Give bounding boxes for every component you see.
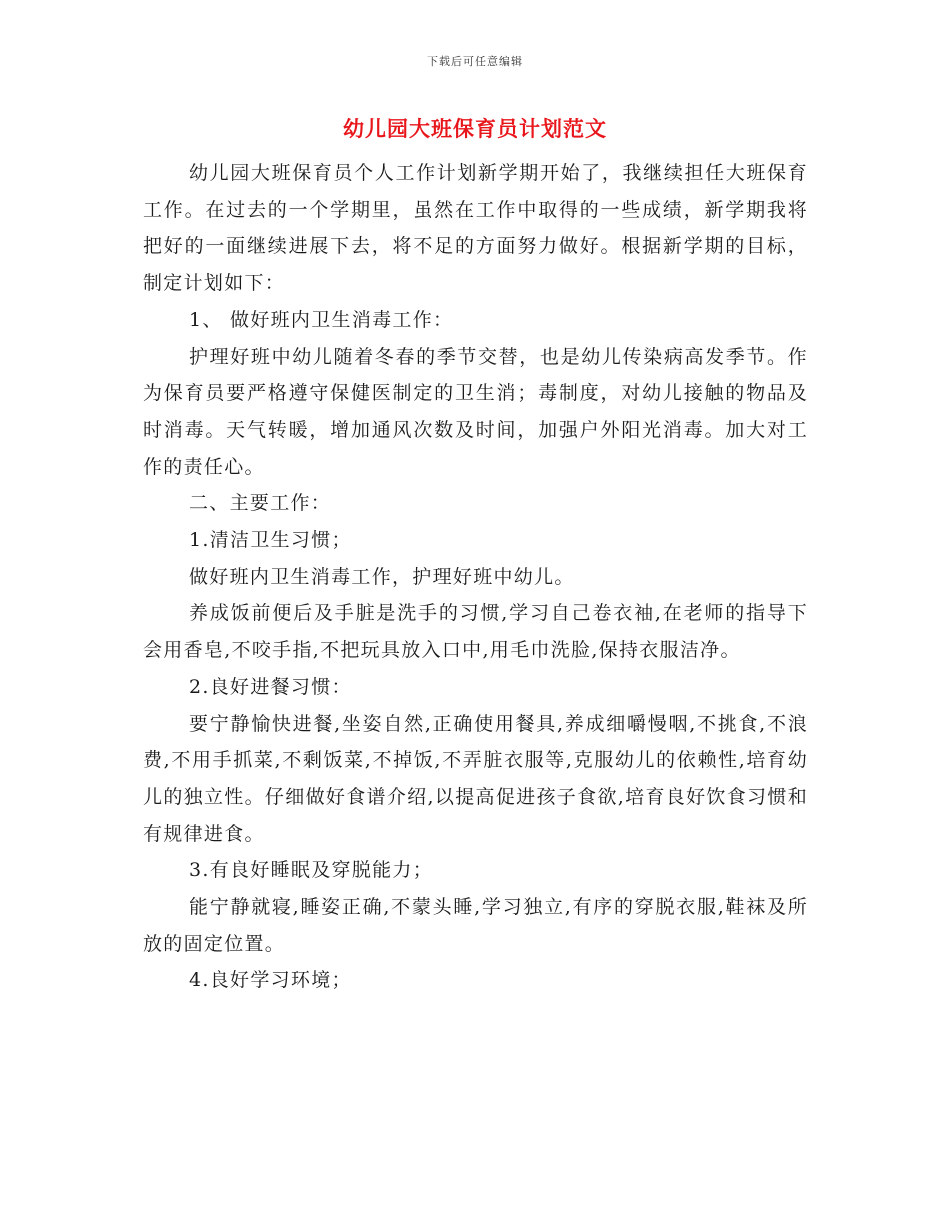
document-body <box>143 155 808 999</box>
header-note: 下载后可任意编辑 <box>427 55 523 68</box>
paragraph-eating-heading: 2.良好进餐习惯： <box>189 675 352 698</box>
paragraph-sleep-body: 能宁静就寝,睡姿正确,不蒙头睡,学习独立,有序的穿脱衣服,鞋袜及所放的固定位置。 <box>143 896 808 955</box>
paragraph-hygiene-summary: 做好班内卫生消毒工作，护理好班中幼儿。 <box>189 565 575 588</box>
paragraph-study-heading: 4.良好学习环境； <box>189 969 352 992</box>
document-title: 幼儿园大班保育员计划范文 <box>343 116 607 141</box>
paragraph-section-1-heading: 1、 做好班内卫生消毒工作： <box>189 308 454 331</box>
paragraph-main-work-heading: 二、主要工作： <box>189 492 332 515</box>
paragraph-section-1-body: 护理好班中幼儿随着冬春的季节交替，也是幼儿传染病高发季节。作为保育员要严格遵守保健医制定的卫生消；毒制度，对幼儿接触的物品及时消毒。天气转暖，增加通风次数及时间，加强户外阳光消毒。加大对工作的责任心。 <box>143 345 808 478</box>
paragraph-sleep-heading: 3.有良好睡眠及穿脱能力； <box>189 859 434 882</box>
paragraph-hygiene-body: 养成饭前便后及手脏是洗手的习惯,学习自己卷衣袖,在老师的指导下会用香皂,不咬手指,不把玩具放入口中,用毛巾洗脸,保持衣服洁净。 <box>143 602 808 662</box>
paragraph-eating-body: 要宁静愉快进餐,坐姿自然,正确使用餐具,养成细嚼慢咽,不挑食,不浪费,不用手抓菜,不剩饭菜,不掉饭,不弄脏衣服等,克服幼儿的依赖性,培育幼儿的独立性。仔细做好食谱介绍,以提高促进孩子食欲,培育良好饮食习惯和有规律进食。 <box>143 712 808 845</box>
paragraph-intro: 幼儿园大班保育员个人工作计划新学期开始了，我继续担任大班保育工作。在过去的一个学期里，虽然在工作中取得的一些成绩，新学期我将把好的一面继续进展下去，将不足的方面努力做好。根据新学期的目标，制定计划如下： <box>143 162 808 295</box>
paragraph-hygiene-heading: 1.清洁卫生习惯； <box>189 529 352 552</box>
